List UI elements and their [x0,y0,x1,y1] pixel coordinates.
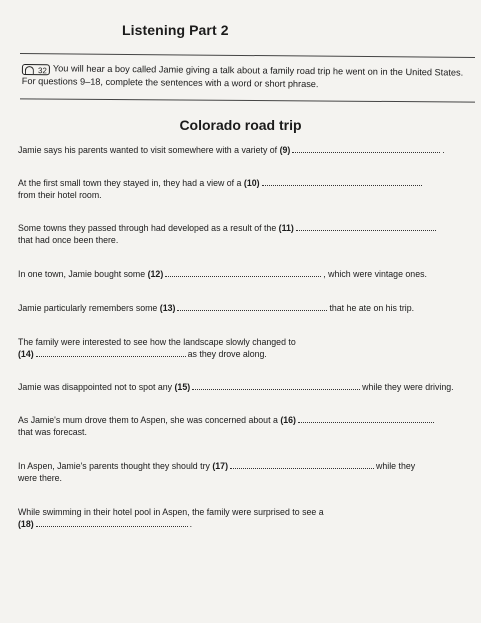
answer-blank-18[interactable] [36,518,188,527]
question-number: (9) [279,145,291,155]
question-17-continuation: were there. [18,473,63,483]
page-title: Listening Part 2 [122,22,229,38]
question-12: In one town, Jamie bought some (12) , which were vintage ones. [18,269,427,279]
bottom-divider [20,98,475,102]
answer-blank-16[interactable] [298,414,434,423]
question-number: (15) [174,382,191,392]
answer-blank-10[interactable] [262,177,422,186]
answer-blank-9[interactable] [292,144,440,153]
question-number: (14) [18,349,34,359]
question-14: The family were interested to see how the landscape slowly changed to (14) as they drove along. [18,337,296,359]
question-9: Jamie says his parents wanted to visit somewhere with a variety of (9) . [18,145,445,155]
question-10-continuation: from their hotel room. [18,190,102,200]
instructions-text-1: You will hear a boy called Jamie giving a talk about a family road trip he went on in the United States. [52,63,464,78]
instructions [22,62,472,92]
question-18: While swimming in their hotel pool in Aspen, the family were surprised to see a (18) . [18,507,324,529]
question-number: (12) [147,269,164,279]
question-number: (10) [243,178,260,188]
question-number: (18) [18,519,34,529]
question-number: (11) [278,223,294,233]
question-number: (17) [212,461,229,471]
question-number: (13) [159,303,176,313]
answer-blank-17[interactable] [230,460,374,469]
section-title: Colorado road trip [179,117,302,133]
answer-blank-11[interactable] [296,222,436,231]
question-16-continuation: that was forecast. [18,427,87,437]
answer-blank-13[interactable] [177,302,327,311]
answer-blank-14[interactable] [36,348,186,357]
instructions-line-2: For questions 9–18, complete the sentences with a word or short phrase. [21,75,319,90]
answer-blank-15[interactable] [192,381,360,390]
question-number: (16) [280,415,296,425]
question-16: As Jamie's mum drove them to Aspen, she was concerned about a (16) that was forecast. [18,414,478,438]
track-number: 32 [37,66,47,76]
question-11: Some towns they passed through had developed as a result of the (11) that had once been there. [18,222,478,246]
question-10: At the first small town they stayed in, they had a view of a (10) from their hotel room. [18,177,478,201]
question-15: Jamie was disappointed not to spot any (15) while they were driving. [18,382,454,392]
question-11-continuation: that had once been there. [18,235,119,245]
audio-track-icon [22,64,50,75]
question-13: Jamie particularly remembers some (13) that he ate on his trip. [18,303,415,313]
top-divider [20,53,475,58]
question-17: In Aspen, Jamie's parents thought they should try (17) while they were there. [18,460,478,484]
answer-blank-12[interactable] [165,268,321,277]
